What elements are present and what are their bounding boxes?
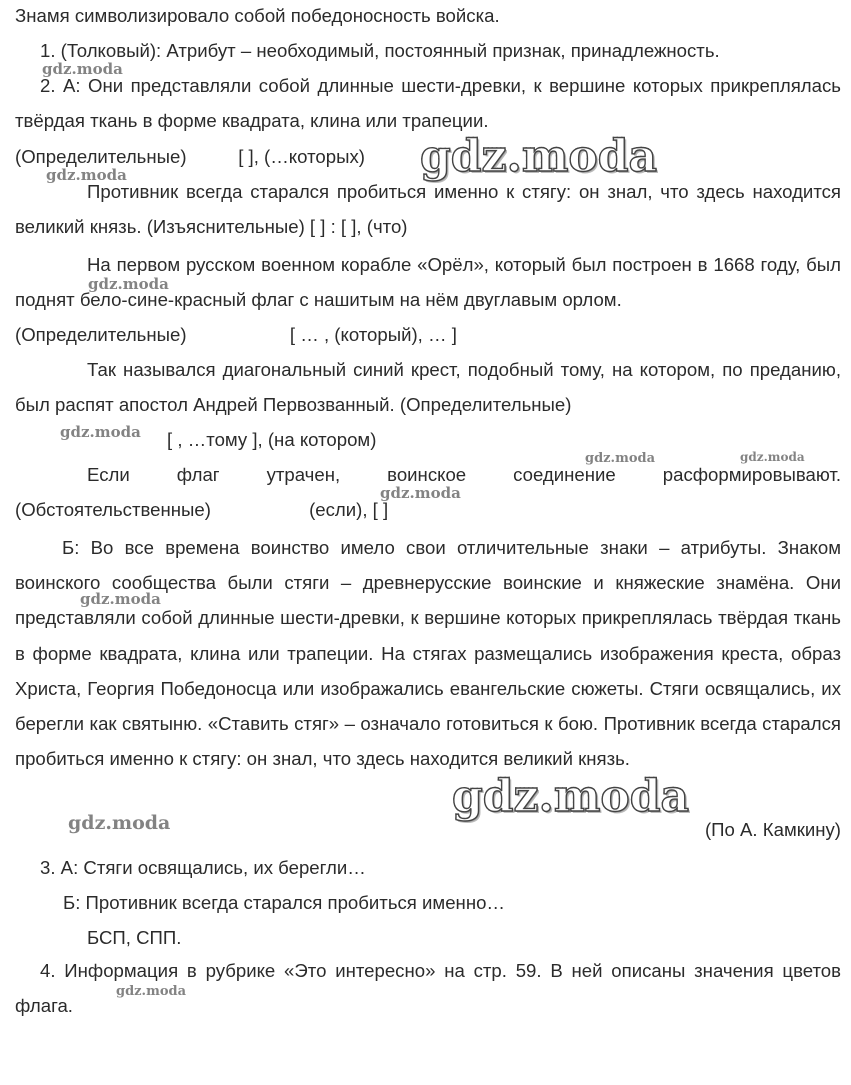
analysis-line-2d: [ , …тому ], (на котором) [167, 429, 377, 450]
watermark: gdz.moda [380, 484, 461, 502]
watermark: gdz.moda [42, 60, 123, 78]
paragraph-2b: Противник всегда старался пробиться именно к стягу: он знал, что здесь находится великий князь. (Изъяснительные) [ ] : [ ], (что) [15, 181, 841, 238]
paragraph-4: 4. Информация в рубрике «Это интересно» на стр. 59. В ней описаны значения цветов флага. [15, 960, 841, 1017]
watermark: gdz.moda [585, 451, 656, 466]
watermark-large: gdz.moda [452, 771, 690, 822]
analysis-line-2e: (Обстоятельственные) (если), [ ] [15, 499, 389, 520]
text-line-3c: БСП, СПП. [87, 927, 182, 948]
watermark: gdz.moda [68, 812, 171, 834]
paragraph-2c: На первом русском военном корабле «Орёл», который был построен в 1668 году, был поднят бело-сине-красный флаг с нашитым на нём двуглавым орлом. [15, 254, 841, 311]
paragraph-2d: Так назывался диагональный синий крест, подобный тому, на котором, по преданию, был распят апостол Андрей Первозванный. (Определительные) [15, 359, 841, 416]
watermark: gdz.moda [88, 275, 169, 293]
paragraph-b-text: Б: Во все времена воинство имело свои отличительные знаки – атрибуты. Знаком воинского сообщества были стяги – древнерусские воинские и княжеские знамёна. Они представляли собой длинные шести-древки, к вершине которых прикреплялась твёрдая ткань в форме квадрата, клина или трапеции. На стягах размещались изображения креста, образ Христа, Георгия Победоносца или изображались евангельские сюжеты. Стяги освящались, их берегли как святыню. «Ставить стяг» – означало готовиться к бою. Противник всегда старался пробиться именно к стягу: он знал, что здесь находится великий князь. [15, 537, 841, 770]
paragraph-2a: 2. А: Они представляли собой длинные шести-древки, к вершине которых прикреплялась твёрдая ткань в форме квадрата, клина или трапеции. [15, 75, 841, 132]
text-line-intro: Знамя символизировало собой победоносность войска. [15, 5, 500, 26]
watermark: gdz.moda [60, 423, 141, 441]
watermark: gdz.moda [740, 450, 805, 464]
watermark: gdz.moda [80, 590, 161, 608]
text-line-1: 1. (Толковый): Атрибут – необходимый, постоянный признак, принадлежность. [40, 40, 720, 61]
analysis-line-2a: (Определительные) [ ], (…которых) [15, 146, 365, 167]
watermark-large: gdz.moda [420, 131, 658, 182]
watermark: gdz.moda [116, 984, 187, 999]
text-line-3b: Б: Противник всегда старался пробиться именно… [63, 892, 506, 913]
paragraph-2e: Если флаг утрачен, воинское соединение расформировывают. [87, 464, 841, 485]
analysis-line-2c: (Определительные) [ … , (который), … ] [15, 324, 457, 345]
text-line-3a: 3. А: Стяги освящались, их берегли… [40, 857, 366, 878]
source-attribution: (По А. Камкину) [704, 819, 841, 840]
watermark: gdz.moda [46, 166, 127, 184]
